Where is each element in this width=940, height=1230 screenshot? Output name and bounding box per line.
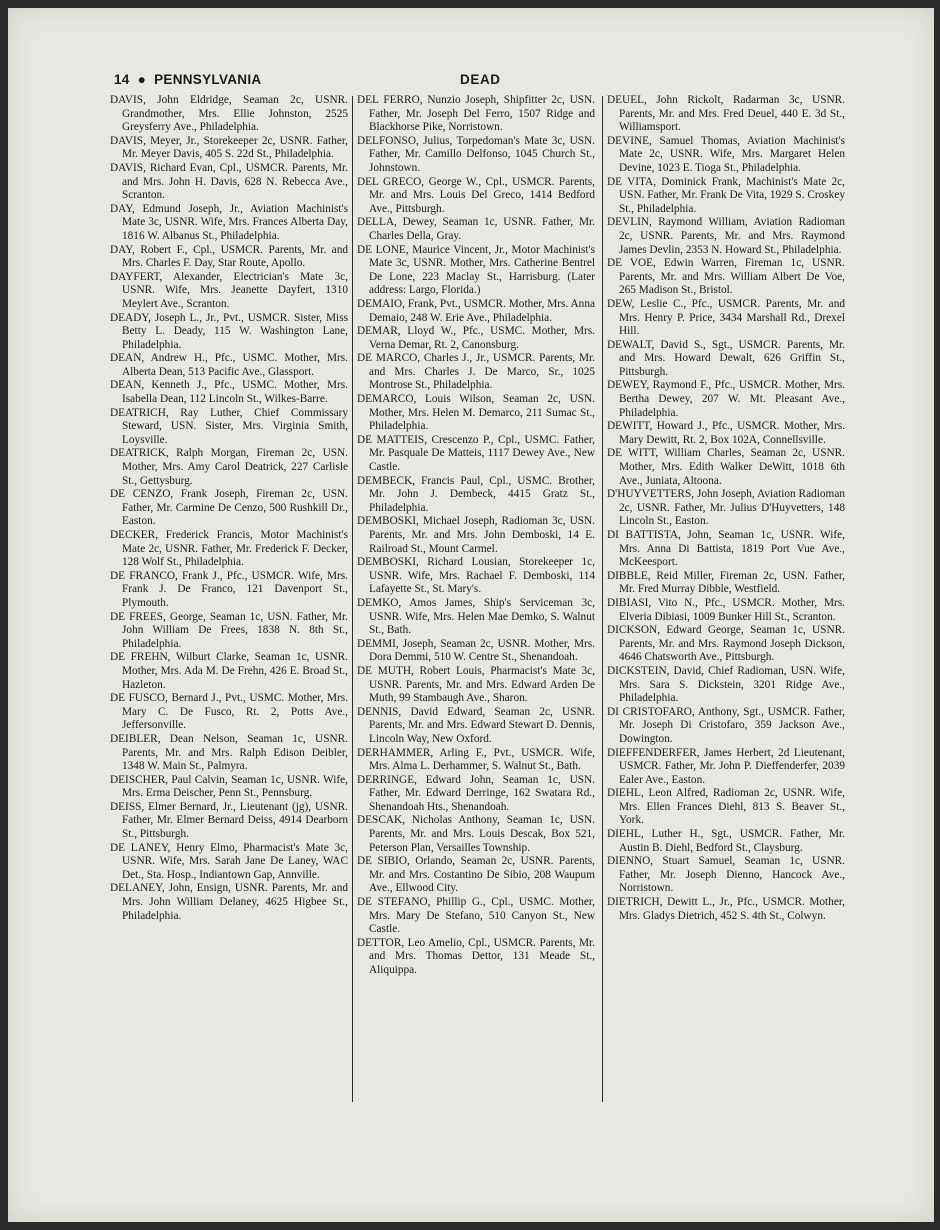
casualty-entry: DELLA, Dewey, Seaman 1c, USNR. Father, Mr. Charles Della, Gray. <box>357 216 595 242</box>
casualty-entry: DE LANEY, Henry Elmo, Pharmacist's Mate 3c, USNR. Wife, Mrs. Sarah Jane De Laney, WAC Det., Sta. Hosp., Indiantown Gap, Annville. <box>110 841 348 881</box>
running-header <box>8 72 934 92</box>
casualty-entry: DAYFERT, Alexander, Electrician's Mate 3c, USNR. Wife, Mrs. Jeanette Dayfert, 1310 Meylert Ave., Scranton. <box>110 270 348 310</box>
casualty-entry: DEWITT, Howard J., Pfc., USMCR. Mother, Mrs. Mary Dewitt, Rt. 2, Box 102A, Connellsville. <box>607 420 845 446</box>
column-divider <box>352 96 353 1102</box>
column-2 <box>357 94 595 1114</box>
header-left <box>114 72 261 87</box>
casualty-entry: DEMARCO, Louis Wilson, Seaman 2c, USN. Mother, Mrs. Helen M. Demarco, 211 Sumac St., Philadelphia. <box>357 393 595 433</box>
casualty-entry: DEISS, Elmer Bernard, Jr., Lieutenant (jg), USNR. Father, Mr. Elmer Bernard Deiss, 4914 Dearborn St., Pittsburgh. <box>110 800 348 841</box>
casualty-entry: DE FREHN, Wilburt Clarke, Seaman 1c, USNR. Mother, Mrs. Ada M. De Frehn, 426 E. Broad St., Hazleton. <box>110 651 348 691</box>
casualty-entry: DEVLIN, Raymond William, Aviation Radioman 2c, USNR. Parents, Mr. and Mrs. Raymond James Devlin, 2353 N. Howard St., Philadelphia. <box>607 216 845 256</box>
casualty-entry: DEMBOSKI, Richard Lousian, Storekeeper 1c, USNR. Wife, Mrs. Rachael F. Demboski, 114 Lafayette St., St. Mary's. <box>357 556 595 596</box>
casualty-entry: DEMAR, Lloyd W., Pfc., USMC. Mother, Mrs. Verna Demar, Rt. 2, Canonsburg. <box>357 325 595 351</box>
casualty-entry: DEMMI, Joseph, Seaman 2c, USNR. Mother, Mrs. Dora Demmi, 510 W. Centre St., Shenandoah. <box>357 637 595 664</box>
casualty-entry: DEAN, Kenneth J., Pfc., USMC. Mother, Mrs. Isabella Dean, 112 Lincoln St., Wilkes-Barre. <box>110 379 348 406</box>
page <box>8 8 934 1222</box>
casualty-entry: DAY, Edmund Joseph, Jr., Aviation Machinist's Mate 3c, USNR. Wife, Mrs. Frances Alberta Day, 1816 W. Albanus St., Philadelphia. <box>110 202 348 242</box>
casualty-entry: DEAN, Andrew H., Pfc., USMC. Mother, Mrs. Alberta Dean, 513 Pacific Ave., Glassport. <box>110 352 348 378</box>
casualty-entry: DI BATTISTA, John, Seaman 1c, USNR. Wife, Mrs. Anna Di Battista, 1819 Port Vue Ave., McKeesport. <box>607 529 845 569</box>
casualty-entry: DICKSON, Edward George, Seaman 1c, USNR. Parents, Mr. and Mrs. Raymond Joseph Dickson, 4646 Chatsworth Ave., Pittsburgh. <box>607 624 845 664</box>
column-3 <box>607 94 845 1114</box>
casualty-entry: DEMAIO, Frank, Pvt., USMCR. Mother, Mrs. Anna Demaio, 248 W. Erie Ave., Philadelphia. <box>357 297 595 324</box>
bullet-separator: ● <box>137 72 147 87</box>
casualty-entry: DEL FERRO, Nunzio Joseph, Shipfitter 2c, USN. Father, Mr. Joseph Del Ferro, 1507 Ridge and Blackhorse Pike, Norristown. <box>357 94 595 134</box>
casualty-entry: DERRINGE, Edward John, Seaman 1c, USN. Father, Mr. Edward Derringe, 162 Swatara Rd., Shenandoah Hts., Shenandoah. <box>357 773 595 813</box>
casualty-entry: DIENNO, Stuart Samuel, Seaman 1c, USNR. Father, Mr. Joseph Dienno, Hancock Ave., Norristown. <box>607 855 845 895</box>
casualty-entry: DESCAK, Nicholas Anthony, Seaman 1c, USN. Parents, Mr. and Mrs. Louis Descak, Box 521, Peterson Plan, Versailles Township. <box>357 814 595 854</box>
casualty-entry: DELFONSO, Julius, Torpedoman's Mate 3c, USN. Father, Mr. Camillo Delfonso, 1045 Church St., Johnstown. <box>357 134 595 174</box>
casualty-entry: DIBIASI, Vito N., Pfc., USMCR. Mother, Mrs. Elveria Dibiasi, 1009 Bunker Hill St., Scranton. <box>607 596 845 623</box>
casualty-entry: DELANEY, John, Ensign, USNR. Parents, Mr. and Mrs. John William Delaney, 4625 Higbee St., Philadelphia. <box>110 882 348 922</box>
casualty-entry: DE FREES, George, Seaman 1c, USN. Father, Mr. John William De Frees, 1838 N. 8th St., Philadelphia. <box>110 610 348 650</box>
casualty-entry: DE CENZO, Frank Joseph, Fireman 2c, USN. Father, Mr. Carmine De Cenzo, 500 Rushkill Dr., Easton. <box>110 488 348 528</box>
casualty-entry: DI CRISTOFARO, Anthony, Sgt., USMCR. Father, Mr. Joseph Di Cristofaro, 359 Jackson Ave., Dowington. <box>607 705 845 745</box>
casualty-entry: DECKER, Frederick Francis, Motor Machinist's Mate 2c, USNR. Father, Mr. Frederick F. Decker, 128 Wolf St., Philadelphia. <box>110 529 348 569</box>
casualty-entry: DE LONE, Maurice Vincent, Jr., Motor Machinist's Mate 3c, USNR. Mother, Mrs. Catherine Bentrel De Lone, 223 Maclay St., Harrisburg. (Later address: Largo, Florida.) <box>357 243 595 297</box>
casualty-entry: DEMKO, Amos James, Ship's Serviceman 3c, USNR. Wife, Mrs. Helen Mae Demko, S. Walnut St., Bath. <box>357 596 595 637</box>
casualty-entry: DEUEL, John Rickolt, Radarman 3c, USNR. Parents, Mr. and Mrs. Fred Deuel, 440 E. 3d St., Williamsport. <box>607 94 845 134</box>
casualty-entry: DE FRANCO, Frank J., Pfc., USMCR. Wife, Mrs. Frank J. De Franco, 121 Davenport St., Plymouth. <box>110 569 348 609</box>
casualty-entry: DAVIS, Richard Evan, Cpl., USMCR. Parents, Mr. and Mrs. John H. Davis, 628 N. Rebecca Ave., Scranton. <box>110 161 348 202</box>
casualty-entry: DE VOE, Edwin Warren, Fireman 1c, USNR. Parents, Mr. and Mrs. William Albert De Voe, 265 Madison St., Bristol. <box>607 257 845 297</box>
casualty-entry: DEATRICH, Ray Luther, Chief Commissary Steward, USN. Sister, Mrs. Virginia Smith, Loysville. <box>110 406 348 446</box>
casualty-entry: DE MATTEIS, Crescenzo P., Cpl., USMC. Father, Mr. Pasquale De Matteis, 1117 Dewey Ave., New Castle. <box>357 433 595 474</box>
casualty-entry: DIEHL, Luther H., Sgt., USMCR. Father, Mr. Austin B. Diehl, Bedford St., Claysburg. <box>607 828 845 854</box>
casualty-entry: DEIBLER, Dean Nelson, Seaman 1c, USNR. Parents, Mr. and Mrs. Ralph Edison Deibler, 1348 W. Main St., Palmyra. <box>110 732 348 773</box>
casualty-entry: DIETRICH, Dewitt L., Jr., Pfc., USMCR. Mother, Mrs. Gladys Dietrich, 452 S. 4th St., Colwyn. <box>607 896 845 922</box>
casualty-entry: DEWEY, Raymond F., Pfc., USMCR. Mother, Mrs. Bertha Dewey, 207 W. Mt. Pleasant Ave., Philadelphia. <box>607 379 845 419</box>
casualty-entry: DE STEFANO, Phillip G., Cpl., USMC. Mother, Mrs. Mary De Stefano, 510 Canyon St., New Castle. <box>357 896 595 936</box>
casualty-entry: DIEHL, Leon Alfred, Radioman 2c, USNR. Wife, Mrs. Ellen Frances Diehl, 813 S. Beaver St., York. <box>607 787 845 827</box>
casualty-entry: DAVIS, Meyer, Jr., Storekeeper 2c, USNR. Father, Mr. Meyer Davis, 405 S. 22d St., Philadelphia. <box>110 134 348 161</box>
casualty-entry: DE MARCO, Charles J., Jr., USMCR. Parents, Mr. and Mrs. Charles J. De Marco, Sr., 1025 Montrose St., Philadelphia. <box>357 352 595 392</box>
state-name: PENNSYLVANIA <box>154 72 262 87</box>
casualty-entry: DEMBOSKI, Michael Joseph, Radioman 3c, USN. Parents, Mr. and Mrs. John Demboski, 14 E. Railroad St., Mount Carmel. <box>357 515 595 555</box>
casualty-entry: DICKSTEIN, David, Chief Radioman, USN. Wife, Mrs. Sara S. Dickstein, 3201 Ridge Ave., Philadelphia. <box>607 664 845 705</box>
casualty-entry: DE WITT, William Charles, Seaman 2c, USNR. Mother, Mrs. Edith Walker DeWitt, 1018 6th Ave., Juniata, Altoona. <box>607 447 845 487</box>
casualty-entry: DE SIBIO, Orlando, Seaman 2c, USNR. Parents, Mr. and Mrs. Costantino De Sibio, 208 Waupum Ave., Ellwood City. <box>357 855 595 895</box>
casualty-entry: DENNIS, David Edward, Seaman 2c, USNR. Parents, Mr. and Mrs. Edward Stewart D. Dennis, Lincoln Way, New Oxford. <box>357 705 595 745</box>
casualty-entry: DAVIS, John Eldridge, Seaman 2c, USNR. Grandmother, Mrs. Ellie Johnston, 2525 Greysferry Ave., Philadelphia. <box>110 94 348 134</box>
casualty-entry: DE VITA, Dominick Frank, Machinist's Mate 2c, USN. Father, Mr. Frank De Vita, 1929 S. Croskey St., Philadelphia. <box>607 175 845 215</box>
casualty-entry: DETTOR, Leo Amelio, Cpl., USMCR. Parents, Mr. and Mrs. Thomas Dettor, 131 Meade St., Aliquippa. <box>357 936 595 976</box>
column-divider <box>602 96 603 1102</box>
casualty-entry: DEADY, Joseph L., Jr., Pvt., USMCR. Sister, Miss Betty L. Deady, 115 W. Washington Lane, Philadelphia. <box>110 311 348 351</box>
casualty-entry: DIBBLE, Reid Miller, Fireman 2c, USN. Father, Mr. Fred Murray Dibble, Westfield. <box>607 569 845 596</box>
casualty-entry: DEWALT, David S., Sgt., USMCR. Parents, Mr. and Mrs. Howard Dewalt, 626 Griffin St., Pittsburgh. <box>607 338 845 378</box>
casualty-entry: DAY, Robert F., Cpl., USMCR. Parents, Mr. and Mrs. Charles F. Day, Star Route, Apollo. <box>110 243 348 270</box>
casualty-entry: DEMBECK, Francis Paul, Cpl., USMC. Brother, Mr. John J. Dembeck, 4415 Gratz St., Philadelphia. <box>357 474 595 514</box>
casualty-entry: DIEFFENDERFER, James Herbert, 2d Lieutenant, USMCR. Father, Mr. John P. Dieffenderfer, 2039 Ealer Ave., Easton. <box>607 746 845 786</box>
casualty-entry: DEVINE, Samuel Thomas, Aviation Machinist's Mate 2c, USNR. Wife, Mrs. Margaret Helen Devine, 1023 E. Tioga St., Philadelphia. <box>607 134 845 174</box>
casualty-entry: DE FUSCO, Bernard J., Pvt., USMC. Mother, Mrs. Mary C. De Fusco, Rt. 2, Potts Ave., Jeffersonville. <box>110 692 348 732</box>
casualty-entry: D'HUYVETTERS, John Joseph, Aviation Radioman 2c, USNR. Father, Mr. Julius D'Huyvetters, 148 Lincoln St., Easton. <box>607 488 845 528</box>
casualty-entry: DE MUTH, Robert Louis, Pharmacist's Mate 3c, USNR. Parents, Mr. and Mrs. Edward Arden De Muth, 99 Stambaugh Ave., Sharon. <box>357 664 595 705</box>
casualty-entry: DEW, Leslie C., Pfc., USMCR. Parents, Mr. and Mrs. Henry P. Price, 3434 Marshall Rd., Drexel Hill. <box>607 297 845 338</box>
casualty-entry: DEATRICK, Ralph Morgan, Fireman 2c, USN. Mother, Mrs. Amy Carol Deatrick, 227 Carlisle St., Gettysburg. <box>110 447 348 487</box>
section-title: DEAD <box>460 72 501 87</box>
casualty-entry: DERHAMMER, Arling F., Pvt., USMCR. Wife, Mrs. Alma L. Derhammer, S. Walnut St., Bath. <box>357 746 595 773</box>
column-1 <box>110 94 348 1114</box>
casualty-entry: DEISCHER, Paul Calvin, Seaman 1c, USNR. Wife, Mrs. Erma Deischer, Penn St., Pennsburg. <box>110 773 348 800</box>
casualty-entry: DEL GRECO, George W., Cpl., USMCR. Parents, Mr. and Mrs. Louis Del Greco, 1414 Bedford Ave., Pittsburgh. <box>357 175 595 215</box>
page-number: 14 <box>114 72 130 87</box>
